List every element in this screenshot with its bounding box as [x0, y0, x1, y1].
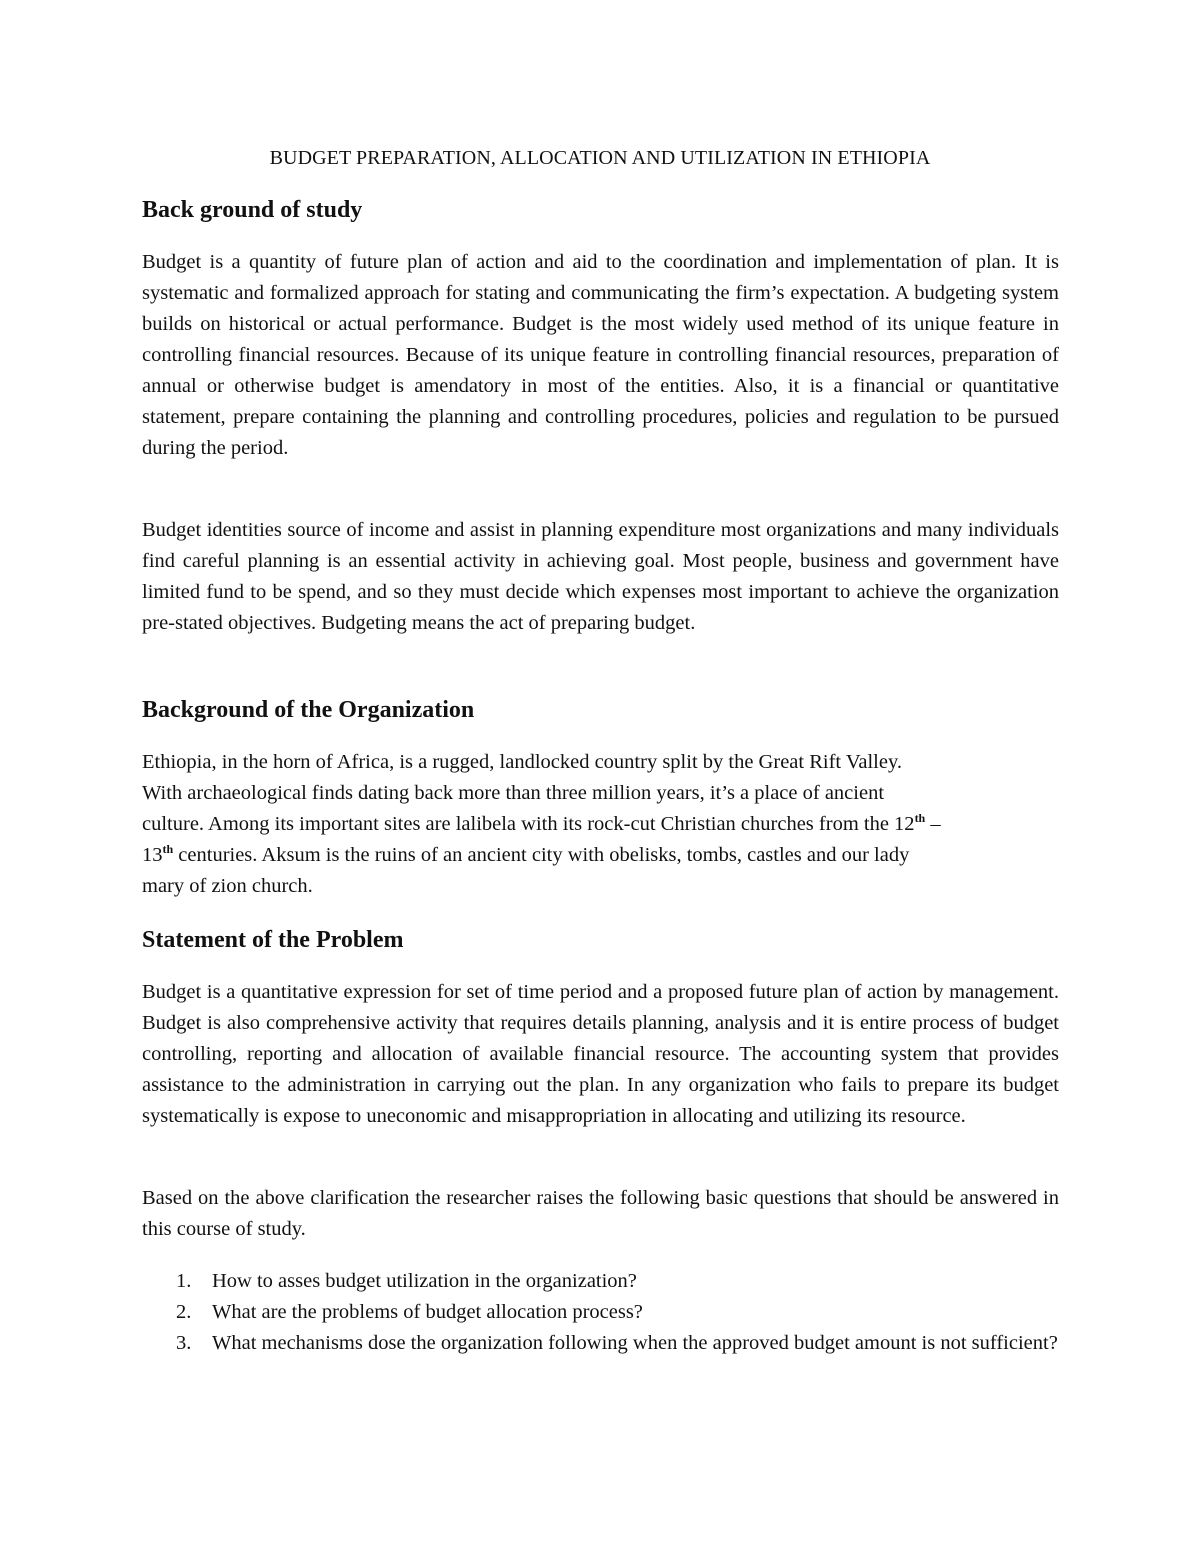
org-text-line — [142, 809, 941, 840]
org-text-segment: 13 — [142, 844, 163, 866]
paragraph-background-study-2: Budget identities source of income and assist in planning expenditure most organizations and many individuals find careful planning is an essential activity in achieving goal. Most people, business and government have limited fund to be spend, and so they must decide which expenses most important to achieve the organization pre-stated objectives. Budgeting means the act of preparing budget. — [142, 519, 1059, 634]
list-item — [142, 1266, 1059, 1297]
org-text-segment: – — [925, 813, 941, 835]
org-text-segment: culture. Among its important sites are lalibela with its rock-cut Christian churches from the 12 — [142, 813, 915, 835]
document-title: BUDGET PREPARATION, ALLOCATION AND UTILIZATION IN ETHIOPIA — [269, 147, 931, 169]
list-text: What mechanisms dose the organization following when the approved budget amount is not sufficient? — [212, 1332, 1058, 1354]
list-number: 2. — [176, 1301, 192, 1323]
org-text-line — [142, 840, 909, 871]
paragraph-background-study-1: Budget is a quantity of future plan of action and aid to the coordination and implementation of plan. It is systematic and formalized approach for stating and communicating the firm’s expectation. A budgeting system builds on historical or actual performance. Budget is the most widely used method of its unique feature in controlling financial resources. Because of its unique feature in controlling financial resources, preparation of annual or otherwise budget is amendatory in most of the entities. Also, it is a financial or quantitative statement, prepare containing the planning and controlling procedures, policies and regulation to be pursued during the period. — [142, 251, 1059, 459]
list-item — [142, 1328, 1059, 1359]
list-number: 3. — [176, 1332, 192, 1354]
paragraph-problem-1: Budget is a quantitative expression for set of time period and a proposed future plan of action by management. Budget is also comprehensive activity that requires details planning, analysis and it is entire process of budget controlling, reporting and allocation of available financial resource. The accounting system that provides assistance to the administration in carrying out the plan. In any organization who fails to prepare its budget systematically is expose to uneconomic and misappropriation in allocating and utilizing its resource. — [142, 981, 1059, 1127]
heading-background-organization: Background of the Organization — [142, 697, 475, 723]
ordinal-superscript: th — [162, 842, 174, 856]
heading-background-study: Back ground of study — [142, 197, 363, 223]
org-text-line: mary of zion church. — [142, 875, 313, 897]
heading-statement-problem: Statement of the Problem — [142, 927, 404, 953]
paragraph-problem-2: Based on the above clarification the researcher raises the following basic questions that should be answered in this course of study. — [142, 1187, 1059, 1240]
list-text: How to asses budget utilization in the organization? — [212, 1270, 637, 1292]
org-text-line: Ethiopia, in the horn of Africa, is a rugged, landlocked country split by the Great Rift Valley. — [142, 751, 903, 773]
list-item — [142, 1297, 1059, 1328]
ordinal-superscript: th — [914, 811, 926, 825]
list-number: 1. — [176, 1270, 192, 1292]
list-text: What are the problems of budget allocation process? — [212, 1301, 643, 1323]
org-text-line: With archaeological finds dating back more than three million years, it’s a place of ancient — [142, 782, 885, 804]
org-text-segment: centuries. Aksum is the ruins of an ancient city with obelisks, tombs, castles and our lady — [173, 844, 910, 866]
research-questions-list — [142, 1266, 1059, 1359]
